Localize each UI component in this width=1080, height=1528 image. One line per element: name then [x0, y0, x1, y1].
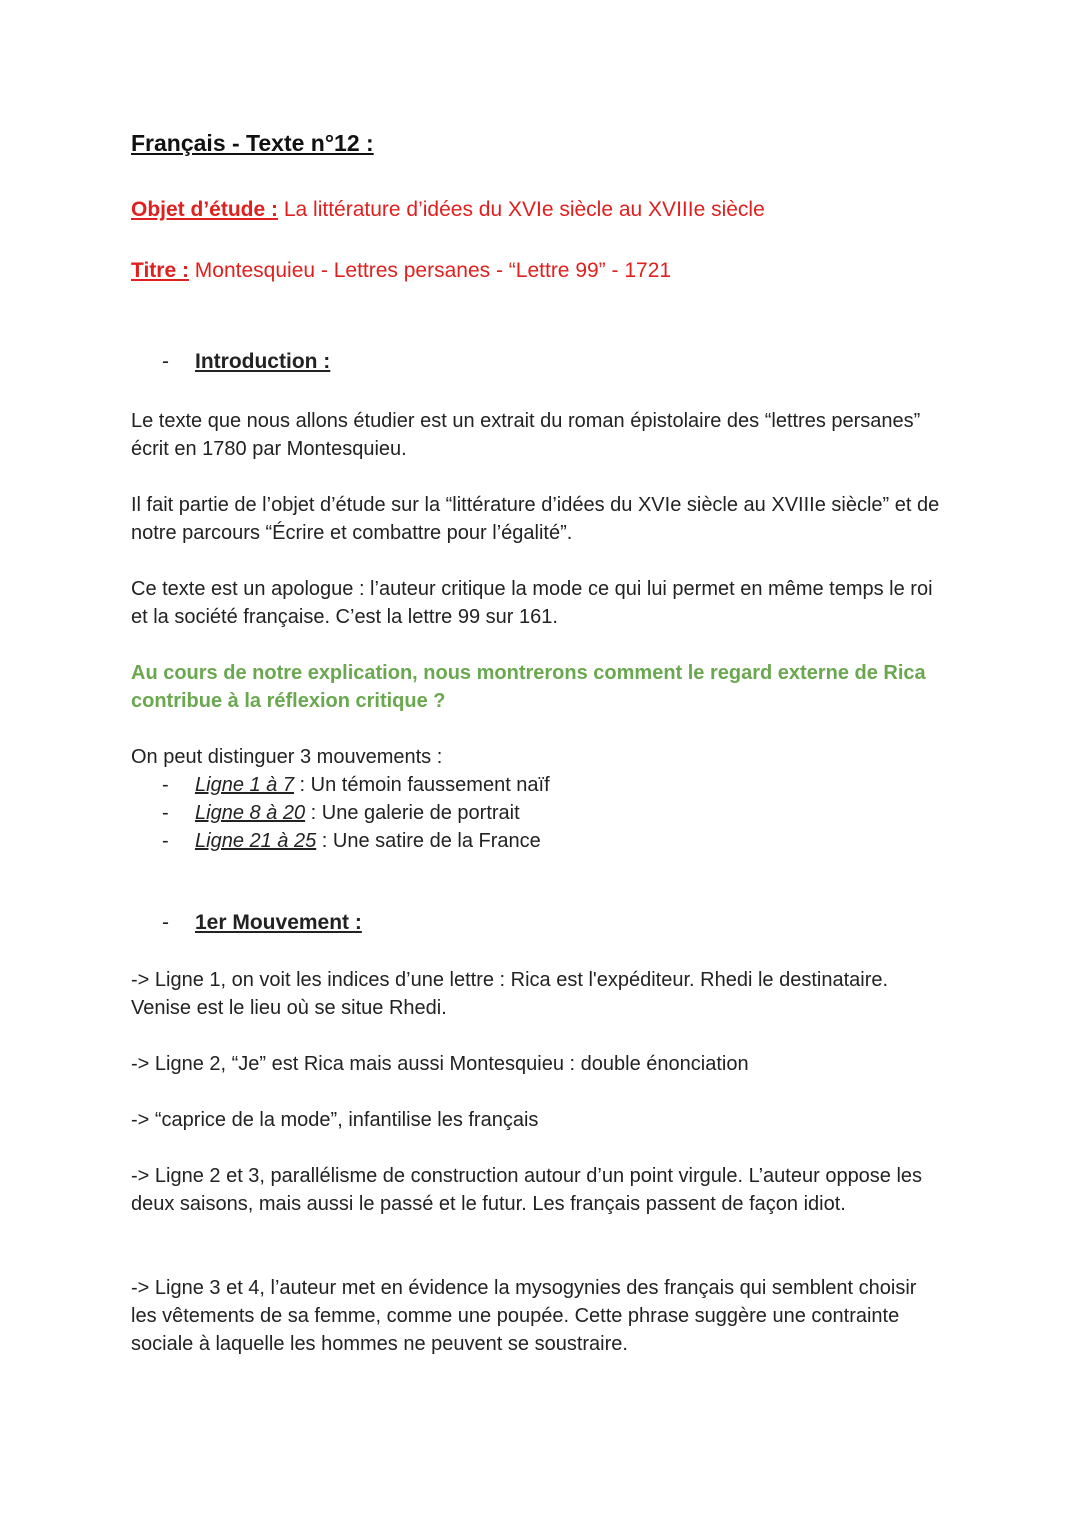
- mouvement-desc: : Une galerie de portrait: [305, 802, 520, 824]
- mouvements-intro: On peut distinguer 3 mouvements :: [131, 746, 443, 768]
- intro-paragraph-2: Il fait partie de l’objet d’étude sur la “littérature d’idées du XVIe siècle au XVIIIe siècle” et de notre parcours “Écrire et combattre pour l’égalité”.: [131, 494, 940, 544]
- analysis-item: -> Ligne 1, on voit les indices d’une lettre : Rica est l'expéditeur. Rhedi le destinataire. Venise est le lieu où se situe Rhedi.: [131, 969, 889, 1019]
- problematique: Au cours de notre explication, nous montrerons comment le regard externe de Rica contribue à la réflexion critique ?: [131, 662, 926, 712]
- analysis-item: -> Ligne 2 et 3, parallélisme de construction autour d’un point virgule. L’auteur oppose les deux saisons, mais aussi le passé et le futur. Les français passent de façon idiot.: [131, 1165, 923, 1215]
- intro-paragraph-1: Le texte que nous allons étudier est un extrait du roman épistolaire des “lettres persanes” écrit en 1780 par Montesquieu.: [131, 410, 921, 460]
- bullet-dash: -: [162, 774, 169, 796]
- titre-value: Montesquieu - Lettres persanes - “Lettre 99” - 1721: [188, 259, 672, 282]
- bullet-dash: -: [162, 830, 169, 852]
- bullet-dash: -: [162, 350, 169, 373]
- mouvement-list-item: [162, 799, 520, 827]
- analysis-item: -> Ligne 2, “Je” est Rica mais aussi Montesquieu : double énonciation: [131, 1053, 749, 1075]
- introduction-heading: [162, 350, 330, 374]
- mouvement-desc: : Un témoin faussement naïf: [293, 774, 550, 796]
- mouvement-ref: Ligne 8 à 20: [195, 802, 306, 824]
- bullet-dash: -: [162, 911, 169, 934]
- mouvement-list-item: [162, 827, 541, 855]
- mouvement-desc: : Une satire de la France: [316, 830, 541, 852]
- analysis-item: -> “caprice de la mode”, infantilise les français: [131, 1109, 539, 1131]
- analysis-item: -> Ligne 3 et 4, l’auteur met en évidence la mysogynies des français qui semblent choisir les vêtements de sa femme, comme une poupée. Cette phrase suggère une contrainte sociale à laquelle les hommes ne peuvent se soustraire.: [131, 1277, 917, 1355]
- mouvement-ref: Ligne 21 à 25: [195, 830, 317, 852]
- titre: [131, 259, 671, 283]
- mouvement-list-item: [162, 771, 550, 799]
- objet-etude-value: La littérature d’idées du XVIe siècle au XVIIIe siècle: [278, 198, 765, 221]
- objet-etude: [131, 198, 765, 222]
- titre-label: Titre :: [131, 259, 189, 282]
- mouvement-ref: Ligne 1 à 7: [195, 774, 294, 796]
- bullet-dash: -: [162, 802, 169, 824]
- introduction-heading-text: Introduction :: [195, 350, 331, 373]
- intro-paragraph-3: Ce texte est un apologue : l’auteur critique la mode ce qui lui permet en même temps le roi et la société française. C’est la lettre 99 sur 161.: [131, 578, 933, 628]
- objet-etude-label: Objet d’étude :: [131, 198, 278, 221]
- document-title: Français - Texte n°12 :: [131, 130, 374, 156]
- mouvement1-heading: [162, 911, 362, 935]
- mouvement1-heading-text: 1er Mouvement :: [195, 911, 362, 934]
